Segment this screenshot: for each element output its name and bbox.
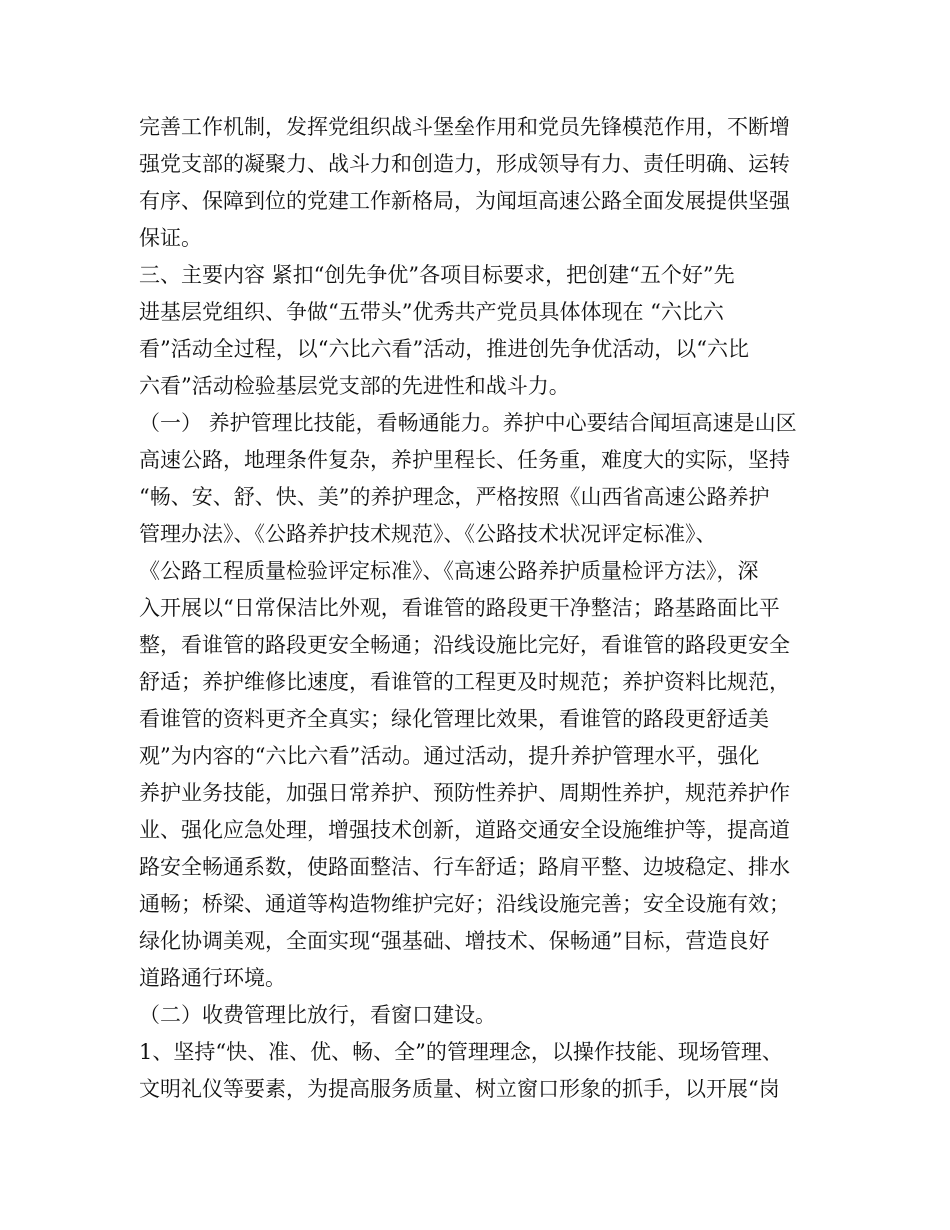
text-line: 整，看谁管的路段更安全畅通；沿线设施比完好，看谁管的路段更安全	[139, 633, 790, 657]
subsection-heading-line: （一） 养护管理比技能，看畅通能力。养护中心要结合闻垣高速是山区	[139, 411, 797, 435]
text-line: 六看”活动检验基层党支部的先进性和战斗力。	[139, 374, 570, 398]
text-line: 道路通行环境。	[139, 966, 286, 990]
text-line: 入开展以“日常保洁比外观，看谁管的路段更干净整洁；路基路面比平	[139, 596, 780, 620]
text-line: 有序、保障到位的党建工作新格局，为闻垣高速公路全面发展提供坚强	[139, 189, 790, 213]
text-line: 《公路工程质量检验评定标准》、《高速公路养护质量检评方法》，深	[139, 559, 759, 583]
text-line: 看谁管的资料更齐全真实；绿化管理比效果，看谁管的路段更舒适美	[139, 707, 769, 731]
text-line: 高速公路，地理条件复杂，养护里程长、任务重，难度大的实际，坚持	[139, 448, 790, 472]
text-line: 业、强化应急处理，增强技术创新，道路交通安全设施维护等，提高道	[139, 818, 790, 842]
text-line: 管理办法》、《公路养护技术规范》、《公路技术状况评定标准》、	[139, 522, 717, 546]
text-line: 强党支部的凝聚力、战斗力和创造力，形成领导有力、责任明确、运转	[139, 152, 790, 176]
body-text	[139, 109, 819, 1108]
text-line: “畅、安、舒、快、美”的养护理念，严格按照《山西省高速公路养护	[139, 485, 770, 509]
section-heading-line: 三、主要内容 紧扣“创先争优”各项目标要求，把创建“五个好”先	[139, 263, 735, 287]
text-line: 1、坚持“快、准、优、畅、全”的管理理念，以操作技能、现场管理、	[139, 1040, 783, 1064]
text-line: 养护业务技能，加强日常养护、预防性养护、周期性养护，规范养护作	[139, 781, 790, 805]
text-line: 路安全畅通系数，使路面整洁、行车舒适；路肩平整、边坡稳定、排水	[139, 855, 790, 879]
text-line: 完善工作机制，发挥党组织战斗堡垒作用和党员先锋模范作用，不断增	[139, 115, 790, 139]
subsection-heading-line: （二）收费管理比放行，看窗口建设。	[139, 1003, 496, 1027]
text-line: 看”活动全过程，以“六比六看”活动，推进创先争优活动，以“六比	[139, 337, 749, 361]
text-line: 进基层党组织、争做“五带头”优秀共产党员具体体现在 “六比六	[139, 300, 724, 324]
text-line: 舒适；养护维修比速度，看谁管的工程更及时规范；养护资料比规范，	[139, 670, 790, 694]
text-line: 文明礼仪等要素，为提高服务质量、树立窗口形象的抓手，以开展“岗	[139, 1077, 780, 1101]
text-line: 通畅；桥梁、通道等构造物维护完好；沿线设施完善；安全设施有效；	[139, 892, 790, 916]
text-line: 绿化协调美观，全面实现“强基础、增技术、保畅通”目标，营造良好	[139, 929, 770, 953]
text-line: 观”为内容的“六比六看”活动。通过活动，提升养护管理水平，强化	[139, 744, 760, 768]
text-line: 保证。	[139, 226, 202, 250]
